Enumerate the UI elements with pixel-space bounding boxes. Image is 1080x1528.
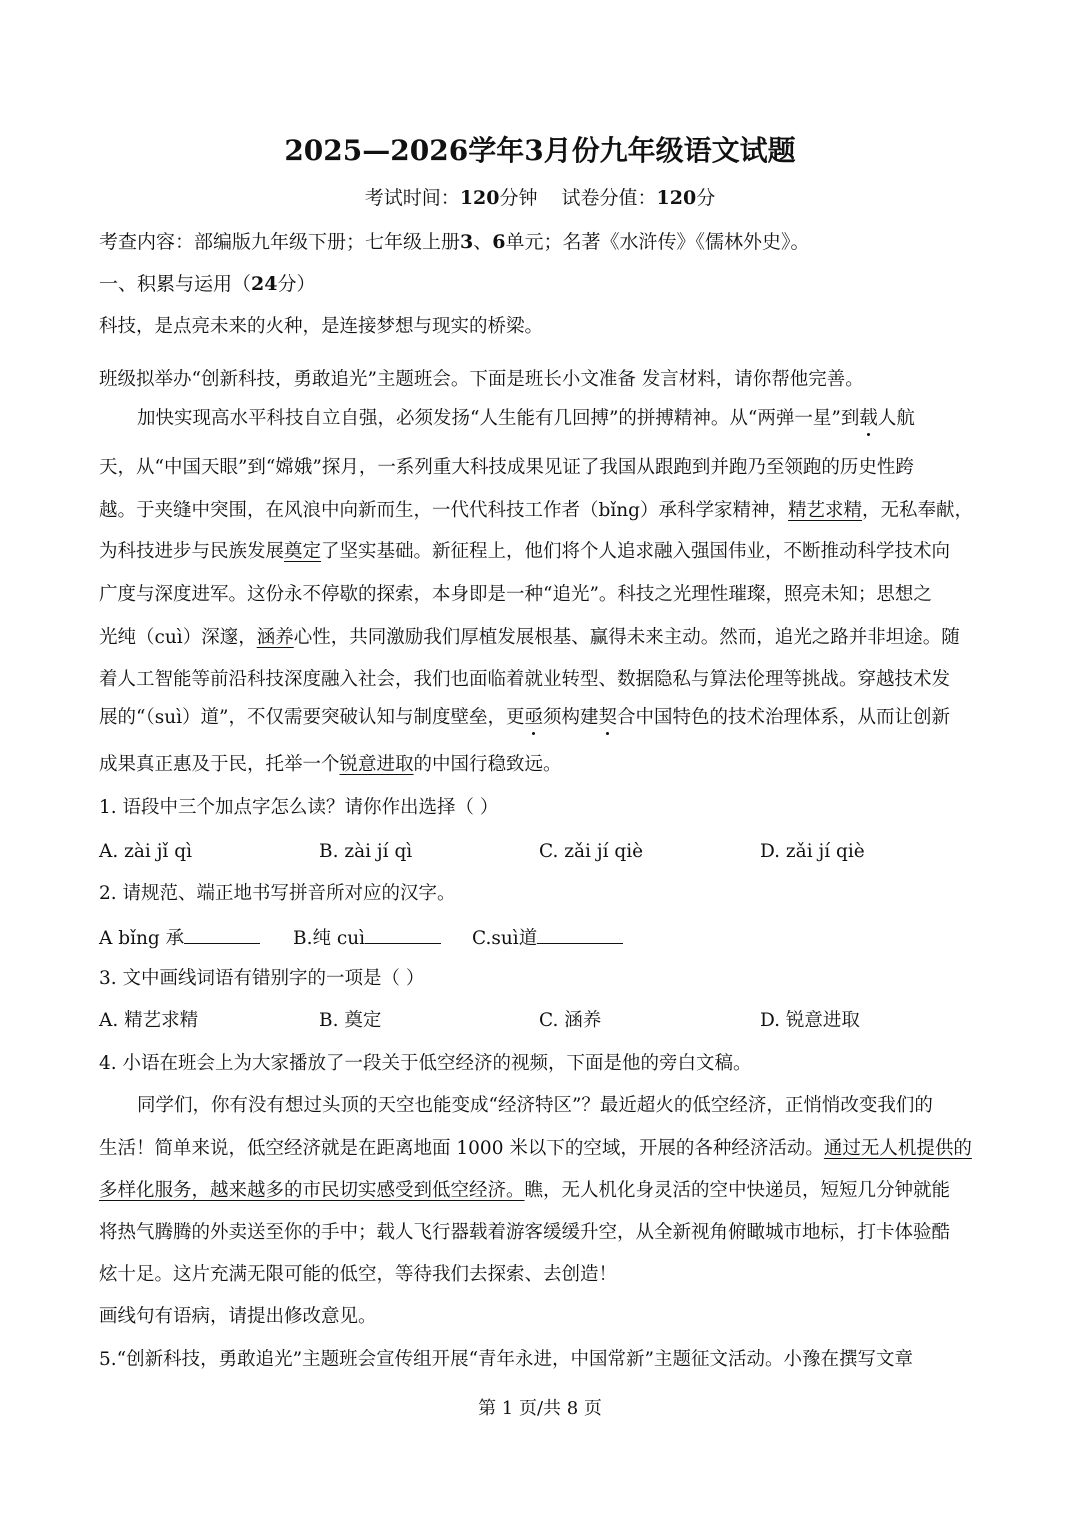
q3-option-d: D. 锐意进取 [760, 1010, 860, 1031]
underlined-word: 涵养 [256, 627, 294, 648]
passage-line-2: 天，从“中国天眼”到“嫦娥”探月，一系列重大科技成果见证了我国从跟跑到并跑乃至领跑的历史性跨 [99, 457, 914, 478]
exam-title: 2025—2026学年3月份九年级语文试题 [284, 134, 796, 167]
intro-task: 班级拟举办“创新科技，勇敢追光”主题班会。下面是班长小文准备 发言材料，请你帮他完善。 [99, 369, 864, 390]
q4-text-line-2 [99, 1137, 972, 1161]
q2-c-label: C.suì道 [472, 928, 538, 949]
score-unit: 分 [696, 187, 716, 209]
text: 展的“（suì）道”，不仅需要突破认知与制度壁垒，更 [99, 707, 525, 728]
dotted-char: 亟 [524, 707, 544, 728]
q1-option-a: A. zài jǐ qì [99, 841, 192, 862]
text: 了坚实基础。新征程上，他们将个人追求融入强国伟业，不断推动科学技术向 [321, 541, 951, 562]
text: 越。于夹缝中突围，在风浪中向新而生，一代代科技工作者（bǐng）承科学家精神， [99, 500, 789, 521]
section-suffix: 分） [277, 273, 316, 295]
q4-text-line-4: 将热气腾腾的外卖送至你的手中；载人飞行器载着游客缓缓升空，从全新视角俯瞰城市地标，打卡体验酷 [99, 1222, 951, 1243]
text: 心性，共同激励我们厚植发展根基、赢得未来主动。然而，追光之路并非坦途。随 [293, 627, 960, 648]
underlined-word: 精艺求精 [788, 500, 863, 521]
underlined-word: 锐意进取 [339, 754, 414, 775]
exam-info [0, 185, 1080, 211]
scope-sep: 、 [473, 231, 493, 253]
passage-line-5: 广度与深度进军。这份永不停歇的探索，本身即是一种“追光”。科技之光理性璀璨，照亮未知；思想之 [99, 584, 932, 605]
time-label: 考试时间： [364, 187, 460, 209]
q4-ask: 画线句有语病，请提出修改意见。 [99, 1306, 377, 1327]
text: 瞧，无人机化身灵活的空中快递员，短短几分钟就能 [524, 1180, 951, 1201]
question-4-stem: 4. 小语在班会上为大家播放了一段关于低空经济的视频，下面是他的旁白文稿。 [99, 1053, 752, 1074]
q1-option-c: C. zǎi jí qiè [539, 841, 644, 862]
exam-scope [99, 230, 810, 254]
question-5-stem: 5.“创新科技，勇敢追光”主题班会宣传组开展“青年永进，中国常新”主题征文活动。小豫在撰写文章 [99, 1349, 913, 1370]
q1-option-d: D. zǎi jí qiè [760, 841, 865, 862]
scope-unit-3: 3 [460, 231, 474, 253]
text: 为科技进步与民族发展 [99, 541, 285, 562]
scope-prefix: 考查内容：部编版九年级下册；七年级上册 [99, 231, 461, 253]
scope-suffix: 单元；名著《水浒传》《儒林外史》。 [505, 231, 810, 253]
answer-blank[interactable] [365, 925, 441, 944]
text: ，无私奉献， [862, 500, 974, 521]
text: 的中国行稳致远。 [413, 754, 562, 775]
q4-text-line-3 [99, 1179, 950, 1203]
q2-item-a [99, 925, 260, 951]
q2-item-c [472, 925, 623, 951]
passage-line-7: 着人工智能等前沿科技深度融入社会，我们也面临着就业转型、数据隐私与算法伦理等挑战。穿越技术发 [99, 669, 951, 690]
q2-a-label: A bǐng 承 [99, 928, 185, 949]
page-footer: 第 1 页/共 8 页 [478, 1398, 602, 1419]
underlined-sentence: 通过无人机提供的 [823, 1138, 972, 1159]
passage-line-8 [99, 706, 950, 730]
q2-b-label: B.纯 cuì [293, 928, 366, 949]
q4-text-line-1: 同学们，你有没有想过头顶的天空也能变成“经济特区”？最近超火的低空经济，正悄悄改变我们的 [137, 1095, 933, 1116]
time-value: 120 [459, 187, 500, 209]
q3-option-b: B. 奠定 [319, 1010, 382, 1031]
text: 生活！简单来说，低空经济就是在距离地面 1000 米以下的空域，开展的各种经济活动。 [99, 1138, 824, 1159]
answer-blank[interactable] [537, 925, 623, 944]
section-prefix: 一、积累与运用（ [99, 273, 252, 295]
passage-line-1 [137, 407, 915, 431]
time-unit: 分钟 [499, 187, 538, 209]
score-value: 120 [656, 187, 697, 209]
answer-blank[interactable] [184, 925, 260, 944]
q3-option-c: C. 涵养 [539, 1010, 602, 1031]
passage-line-4 [99, 540, 950, 564]
section-heading [99, 272, 315, 296]
text: 加快实现高水平科技自立自强，必须发扬“人生能有几回搏”的拼搏精神。从“两弹一星”到 [137, 408, 860, 429]
question-2-stem: 2. 请规范、端正地书写拼音所对应的汉字。 [99, 883, 456, 904]
passage-line-3 [99, 499, 973, 523]
score-label: 试卷分值： [561, 187, 657, 209]
q2-item-b [293, 925, 441, 951]
text: 合中国特色的技术治理体系，从而让创新 [617, 707, 951, 728]
q3-option-a: A. 精艺求精 [99, 1010, 199, 1031]
passage-line-9 [99, 753, 562, 777]
intro-sentence: 科技，是点亮未来的火种，是连接梦想与现实的桥梁。 [99, 316, 544, 337]
text: 须构建 [543, 707, 599, 728]
question-1-stem: 1. 语段中三个加点字怎么读？请你作出选择（ ） [99, 797, 499, 818]
q4-text-line-5: 炫十足。这片充满无限可能的低空，等待我们去探索、去创造！ [99, 1264, 618, 1285]
dotted-char: 载 [859, 408, 878, 429]
q1-option-b: B. zài jí qì [319, 841, 413, 862]
text: 人航 [877, 408, 915, 429]
underlined-word: 奠定 [284, 541, 322, 562]
section-score: 24 [251, 273, 278, 295]
underlined-sentence: 多样化服务，越来越多的市民切实感受到低空经济。 [99, 1180, 525, 1201]
passage-line-6 [99, 626, 960, 650]
question-3-stem: 3. 文中画线词语有错别字的一项是（ ） [99, 968, 425, 989]
scope-unit-6: 6 [492, 231, 506, 253]
dotted-char: 契 [598, 707, 618, 728]
text: 成果真正惠及于民，托举一个 [99, 754, 340, 775]
text: 光纯（cuì）深邃， [99, 627, 257, 648]
